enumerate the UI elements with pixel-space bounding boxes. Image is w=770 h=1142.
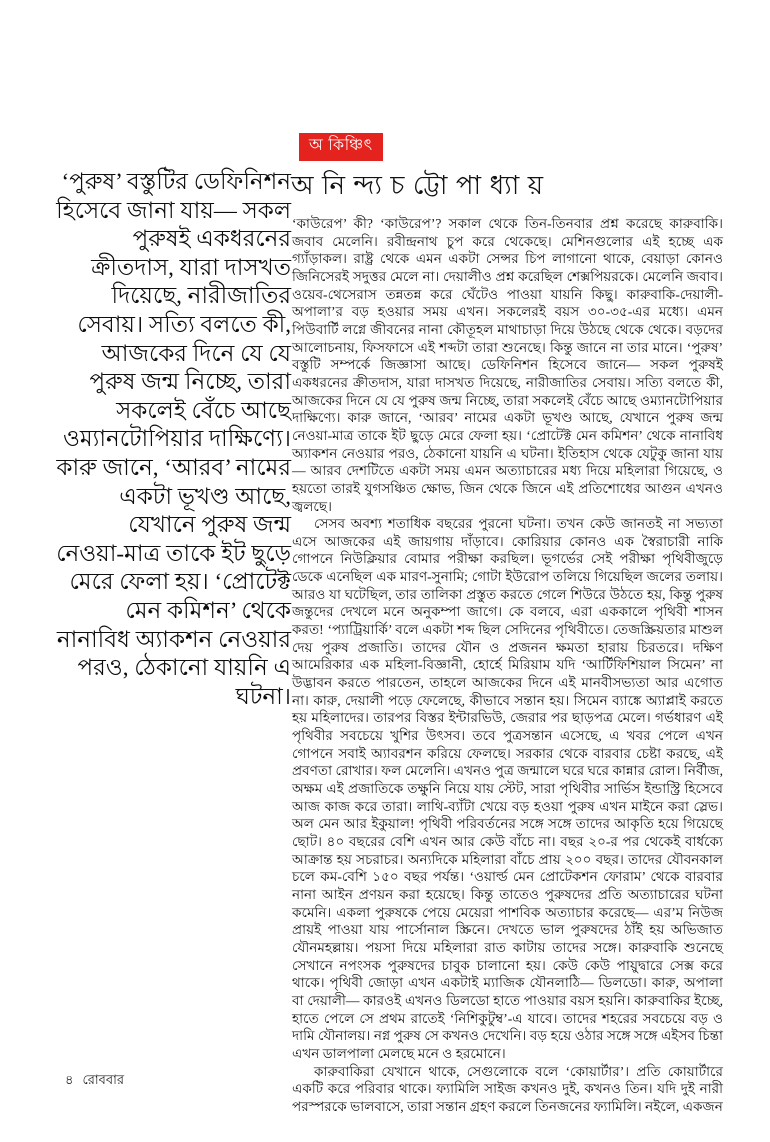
pull-quote: ‘পুরুষ’ বস্তুটির ডেফিনিশন হিসেবে জানা যায়— সকল পুরুষই একধরনের ক্রীতদাস, যারা দাসখত দিয়েছে, নারীজাতির সেবায়। সত্যি বলতে কী, আজকের দিনে যে যে পুরুষ জন্ম নিচ্ছে, তারা সকলেই বেঁচে আছে ওম্যানটোপিয়ার দাক্ষিণ্যে। কারু জানে, ‘আরব’ নামের একটা ভূখণ্ড আছে, যেখানে পুরুষ জন্ম নেওয়া-মাত্র তাকে ইট ছুড়ে মেরে ফেলা হয়। ‘প্রোটেক্ট মেন কমিশন’ থেকে নানাবিধ অ্যাকশন নেওয়ার পরও, ঠেকানো যায়নি এ ঘটনা। (56, 169, 291, 709)
page-footer (65, 1071, 124, 1092)
author-byline: অ নি ন্দ্য চ ট্টো পা ধ্যা য় (291, 171, 545, 200)
article-paragraph: ‘কাউরেপ’ কী? ‘কাউরেপ’? সকাল থেকে তিন-তিনবার প্রশ্ন করেছে কারুবাকি। জবাব মেলেনি। রবীন্দ্রনাথ চুপ করে থেকেছে। মেশিনগুলোর এই হচ্ছে এক গ্যাঁড়াকল। রাষ্ট্র থেকে এমন একটা সেন্সর চিপ লাগানো থাকে, বেয়াড়া কোনও জিনিসেরই সদুত্তর মেলে না। দেয়ালীও প্রশ্ন করেছিল শেক্সপিয়রকে। মেলেনি জবাব। ওয়েব-থেসেরাস তন্নতন্ন করে ঘেঁটেও পাওয়া যায়নি কিছু। কারুবাকি-দেয়ালী-অপালা’র বড় হওয়ার সময় এখন। সকলেরই বয়স ৩০-৩৫-এর মধ্যে। এমন পিউবার্টি লগ্নে জীবনের নানা কৌতূহল মাথাচাড়া দিয়ে উঠছে থেকে থেকে। বড়দের আলোচনায়, ফিসফাসে এই শব্দটা তারা শুনেছে। কিন্তু জানে না তার মানে। ‘পুরুষ’ বস্তুটি সম্পর্কে জিজ্ঞাসা আছে। ডেফিনিশন হিসেবে জানে— সকল পুরুষই একধরনের ক্রীতদাস, যারা দাসখত দিয়েছে, নারীজাতির সেবায়। সত্যি বলতে কী, আজকের দিনে যে যে পুরুষ জন্ম নিচ্ছে, তারা সকলেই বেঁচে আছে ওম্যানটোপিয়ার দাক্ষিণ্যে। কারু জানে, ‘আরব’ নামের একটা ভূখণ্ড আছে, যেখানে পুরুষ জন্ম নেওয়া-মাত্র তাকে ইট ছুড়ে মেরে ফেলা হয়। ‘প্রোটেক্ট মেন কমিশন’ থেকে নানাবিধ অ্যাকশন নেওয়ার পরও, ঠেকানো যায়নি এ ঘটনা। ইতিহাস থেকে যেটুকু জানা যায়— আরব দেশটিতে একটা সময় এমন অত্যাচারের মধ্য দিয়ে মহিলারা গিয়েছে, ও হয়তো তারই যুগসঞ্চিত ক্ষোভ, জিন থেকে জিনে এই প্রতিশোধের আগুন এখনও জ্বলছে। (292, 216, 723, 514)
section-badge: অ কিঞ্চিৎ (299, 133, 383, 161)
publication-name: রোববার (82, 1072, 125, 1087)
article-paragraph: কারুবাকিরা যেখানে থাকে, সেগুলোকে বলে ‘কোয়ার্টার’। প্রতি কোয়ার্টারে একটি করে পরিবার থাকে। ফ্যামিলি সাইজ কখনও দুই, কখনও তিন। যদি দুই নারী পরস্পরকে ভালবাসে, তারা সন্তান গ্রহণ করলে তিনজনের ফ্যামিলি। নইলে, একজন (292, 1063, 723, 1114)
article-paragraph: সেসব অবশ্য শতাধিক বছরের পুরনো ঘটনা। তখন কেউ জানতই না সভ্যতা এসে আজকের এই জায়গায় দাঁড়াবে। কোরিয়ার কোনও এক স্বৈরাচারী নাকি গোপনে নিউক্লিয়ার বোমার পরীক্ষা করছিল। ভূগর্ভের সেই পরীক্ষা পৃথিবীজুড়ে ডেকে এনেছিল এক মারণ-সুনামি; গোটা ইউরোপ তলিয়ে গিয়েছিল জলের তলায়। আরও যা ঘটেছিল, তার তালিকা প্রস্তুত করতে গেলে শিউরে উঠতে হয়, কিন্তু পুরুষ জন্তুদের দেখলে মনে অনুকম্পা জাগে। কে বলবে, এরা এককালে পৃথিবী শাসন করত! ‘প্যাট্রিয়ার্কি’ বলে একটা শব্দ ছিল সেদিনের পৃথিবীতে। তেজস্ক্রিয়তার মাশুল দেয় পুরুষ প্রজাতি। তাদের যৌন ও প্রজনন ক্ষমতা হারায় চিরতরে। দক্ষিণ আমেরিকার এক মহিলা-বিজ্ঞানী, হোর্হে মিরিয়াম যদি ‘আর্টিফিশিয়াল সিমেন’ না উদ্ভাবন করতে পারতেন, তাহলে আজকের দিনে এই মানবীসভ্যতা আর এগোত না। কারু, দেয়ালী পড়ে ফেলেছে, কীভাবে সন্তান হয়। সিমেন ব্যাঙ্কে অ্যাপ্লাই করতে হয় মহিলাদের। তারপর বিস্তর ইন্টারভিউ, জেরার পর ছাড়পত্র মেলে। গর্ভধারণ এই পৃথিবীর সবচেয়ে খুশির উৎসব। তবে পুত্রসন্তান এসেছে, এ খবর পেলে এখন গোপনে সবাই অ্যাবরশন করিয়ে ফেলছে। সরকার থেকে বারবার চেষ্টা করছে, এই প্রবণতা রোখার। ফল মেলেনি। এখনও পুত্র জন্মালে ঘরে ঘরে কান্নার রোল। নির্বীজ, অক্ষম এই প্রজাতিকে তক্ষুনি নিয়ে যায় স্টেট, সারা পৃথিবীর সার্ভিস ইন্ডাস্ট্রি হিসেবে আজ কাজ করে তারা। লাথি-ব্যাঁটা খেয়ে বড় হওয়া পুরুষ এখন মাইনে করা স্লেভ। অল মেন আর ইকুয়াল! পৃথিবী পরিবর্তনের সঙ্গে সঙ্গে তাদের আকৃতি হয়ে গিয়েছে ছোট। ৪০ বছরের বেশি এখন আর কেউ বাঁচে না। বছর ২০-র পর থেকেই বার্ধক্যে আক্রান্ত হয় সচরাচর। অন্যদিকে মহিলারা বাঁচে প্রায় ২০০ বছর। তাদের যৌবনকাল চলে কম-বেশি ১৫০ বছর পর্যন্ত। ‘ওয়ার্ল্ড মেন প্রোটেকশন ফোরাম’ থেকে বারবার নানা আইন প্রণয়ন করা হয়েছে। কিন্তু তাতেও পুরুষদের প্রতি অত্যাচারের ঘটনা কমেনি। একলা পুরুষকে পেয়ে মেয়েরা পাশবিক অত্যাচার করেছে— এর’ম নিউজ প্রায়ই পাওয়া যায় পার্সোনাল স্ক্রিনে। দেখতে ভাল পুরুষদের ঠাঁই হয় অভিজাত যৌনমহল্লায়। পয়সা দিয়ে মহিলারা রাত কাটায় তাদের সঙ্গে। কারুবাকি শুনেছে সেখানে নপংসক পুরুষদের চাবুক চালানো হয়। কেউ কেউ পায়ুদ্বারে সেক্স করে থাকে। পৃথিবী জোড়া এখন একটাই ম্যাজিক যৌনলাঠি— ডিলডো। কারু, অপালা বা দেয়ালী— কারওই এখনও ডিলডো হাতে পাওয়ার বয়স হয়নি। কারুবাকির ইচ্ছে, হাতে পেলে সে প্রথম রাতেই ‘নিশিকুটুম্ব’-এ যাবে। তাদের শহরের সবচেয়ে বড় ও দামি যৌনালয়। নগ্ন পুরুষ সে কখনও দেখেনি। বড় হয়ে ওঠার সঙ্গে সঙ্গে এইসব চিন্তা এখন ডালপালা মেলছে মনে ও হরমোনে। (292, 516, 723, 1061)
page-number: ৪ (65, 1072, 74, 1087)
article-body (292, 215, 723, 1115)
